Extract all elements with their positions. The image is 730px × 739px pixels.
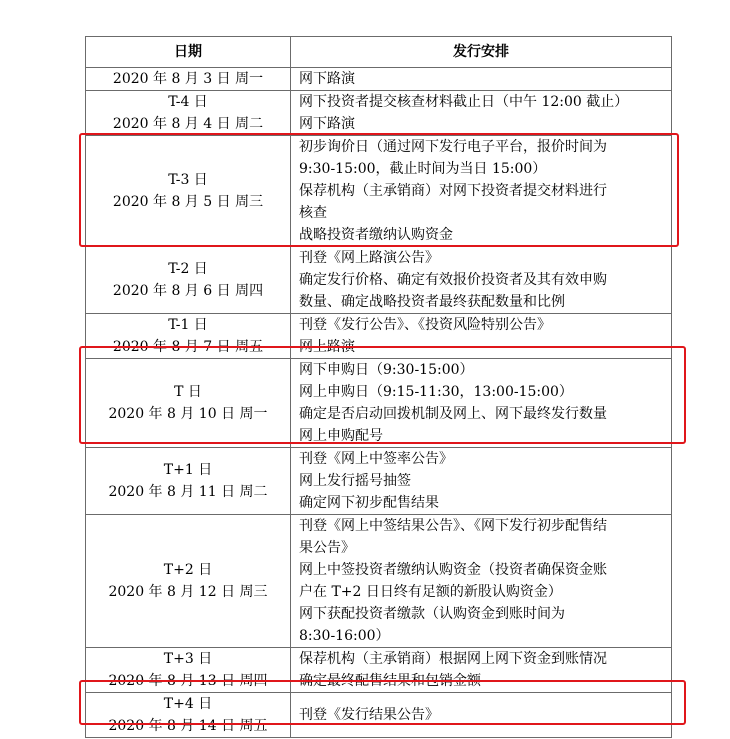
- date-line: T-1 日: [168, 317, 208, 333]
- schedule-table: [85, 36, 672, 738]
- arrangement-cell: [291, 136, 672, 247]
- date-cell: [86, 448, 291, 515]
- arrangement-cell: [291, 648, 672, 693]
- arrangement-cell: [291, 448, 672, 515]
- date-line: T+1 日: [163, 462, 213, 478]
- date-cell: [86, 359, 291, 448]
- schedule-row: [86, 693, 672, 738]
- arrangement-line: 网下申购日（9:30-15:00）: [299, 362, 474, 378]
- date-line: 2020 年 8 月 4 日 周二: [112, 116, 264, 132]
- date-cell: [86, 515, 291, 648]
- arrangement-line: 网上发行摇号抽签: [299, 473, 411, 489]
- arrangement-line: 刊登《网上中签率公告》: [299, 451, 453, 467]
- arrangement-line: 9:30-15:00，截止时间为当日 15:00）: [299, 161, 547, 177]
- arrangement-cell: [291, 314, 672, 359]
- arrangement-line: 保荐机构（主承销商）对网下投资者提交材料进行: [299, 183, 607, 199]
- date-line: T-3 日: [168, 172, 208, 188]
- arrangement-line: 网上中签投资者缴纳认购资金（投资者确保资金账: [299, 562, 607, 578]
- date-cell: [86, 648, 291, 693]
- date-line: T+2 日: [163, 562, 213, 578]
- schedule-body: [86, 68, 672, 738]
- date-line: 2020 年 8 月 13 日 周四: [108, 673, 268, 689]
- arrangement-line: 网下投资者提交核查材料截止日（中午 12:00 截止）: [299, 94, 629, 110]
- schedule-row: [86, 448, 672, 515]
- arrangement-cell: [291, 693, 672, 738]
- arrangement-line: 网下获配投资者缴款（认购资金到账时间为: [299, 606, 565, 622]
- schedule-row: [86, 68, 672, 91]
- date-column-header: 日期: [86, 37, 291, 68]
- arrangement-cell: [291, 91, 672, 136]
- date-line: T+3 日: [163, 651, 213, 667]
- arrangement-line: 确定网下初步配售结果: [299, 495, 439, 511]
- date-cell: [86, 693, 291, 738]
- date-line: 2020 年 8 月 6 日 周四: [112, 283, 264, 299]
- arrangement-line: 网上申购日（9:15-11:30，13:00-15:00）: [299, 384, 573, 400]
- arrangement-column-header: 发行安排: [291, 37, 672, 68]
- schedule-row: [86, 247, 672, 314]
- date-line: 2020 年 8 月 7 日 周五: [112, 339, 264, 355]
- date-cell: [86, 314, 291, 359]
- arrangement-cell: [291, 359, 672, 448]
- arrangement-line: 战略投资者缴纳认购资金: [299, 227, 453, 243]
- arrangement-line: 确定是否启动回拨机制及网上、网下最终发行数量: [299, 406, 607, 422]
- arrangement-line: 核查: [299, 205, 327, 221]
- arrangement-line: 刊登《发行公告》、《投资风险特别公告》: [299, 317, 551, 333]
- date-line: T-2 日: [168, 261, 208, 277]
- arrangement-line: 8:30-16:00）: [299, 628, 390, 644]
- schedule-row: [86, 648, 672, 693]
- arrangement-line: 确定发行价格、确定有效报价投资者及其有效申购: [299, 272, 607, 288]
- date-line: 2020 年 8 月 11 日 周二: [108, 484, 268, 500]
- arrangement-line: 户在 T+2 日日终有足额的新股认购资金）: [299, 584, 562, 600]
- arrangement-line: 刊登《网上中签结果公告》、《网下发行初步配售结: [299, 518, 607, 534]
- arrangement-line: 初步询价日（通过网下发行电子平台，报价时间为: [299, 139, 607, 155]
- date-line: T+4 日: [163, 696, 213, 712]
- schedule-row: [86, 314, 672, 359]
- date-cell: [86, 136, 291, 247]
- arrangement-line: 数量、确定战略投资者最终获配数量和比例: [299, 294, 565, 310]
- arrangement-line: 确定最终配售结果和包销金额: [299, 673, 481, 689]
- arrangement-cell: [291, 247, 672, 314]
- date-line: 2020 年 8 月 10 日 周一: [108, 406, 268, 422]
- arrangement-line: 网上申购配号: [299, 428, 383, 444]
- schedule-row: [86, 359, 672, 448]
- arrangement-line: 刊登《发行结果公告》: [299, 707, 439, 723]
- arrangement-line: 保荐机构（主承销商）根据网上网下资金到账情况: [299, 651, 607, 667]
- date-cell: [86, 247, 291, 314]
- date-cell: [86, 91, 291, 136]
- arrangement-line: 网下路演: [299, 71, 355, 87]
- arrangement-line: 刊登《网上路演公告》: [299, 250, 439, 266]
- arrangement-cell: [291, 515, 672, 648]
- date-line: 2020 年 8 月 14 日 周五: [108, 718, 268, 734]
- arrangement-line: 网上路演: [299, 339, 355, 355]
- arrangement-line: 果公告》: [299, 540, 355, 556]
- date-line: 2020 年 8 月 3 日 周一: [112, 71, 264, 87]
- date-cell: [86, 68, 291, 91]
- schedule-row: [86, 136, 672, 247]
- date-line: T 日: [174, 384, 202, 400]
- schedule-row: [86, 91, 672, 136]
- date-line: T-4 日: [168, 94, 208, 110]
- date-line: 2020 年 8 月 12 日 周三: [108, 584, 268, 600]
- arrangement-cell: [291, 68, 672, 91]
- header-row: [86, 37, 672, 68]
- arrangement-line: 网下路演: [299, 116, 355, 132]
- schedule-row: [86, 515, 672, 648]
- date-line: 2020 年 8 月 5 日 周三: [112, 194, 264, 210]
